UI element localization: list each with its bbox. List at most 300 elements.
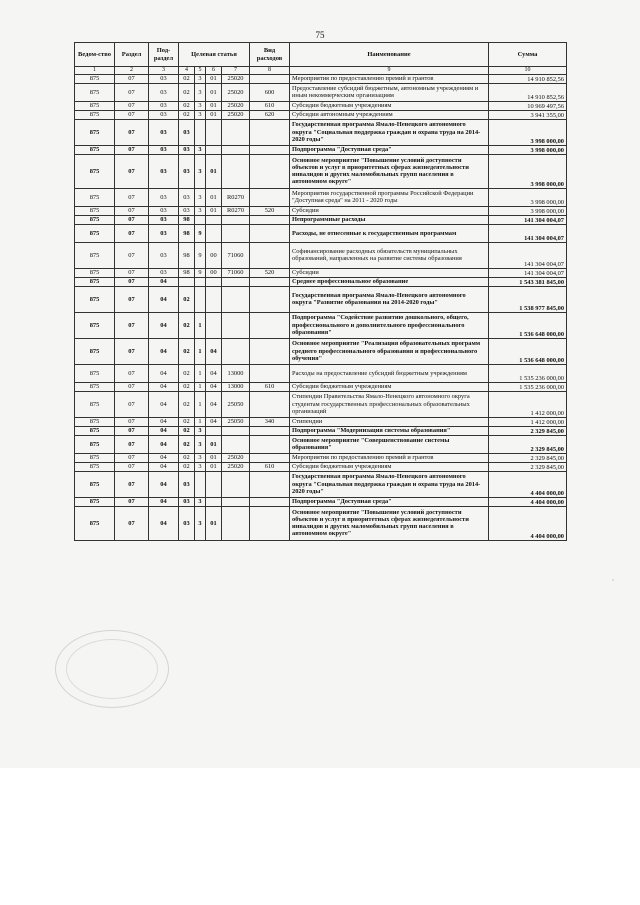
target-code-2-cell: 1 bbox=[195, 364, 206, 382]
item-name-cell: Основное мероприятие "Реализация образовательных программ среднего профессионального образования и профессионального обучения" bbox=[290, 338, 489, 364]
target-code-1-cell bbox=[179, 277, 195, 286]
table-row bbox=[75, 338, 567, 364]
expense-type-cell bbox=[250, 145, 290, 154]
amount-cell: 1 536 648 000,00 bbox=[489, 312, 567, 338]
target-code-1-cell: 02 bbox=[179, 417, 195, 426]
target-code-1-cell: 03 bbox=[179, 506, 195, 540]
expense-type-cell bbox=[250, 74, 290, 83]
target-code-3-cell: 01 bbox=[206, 110, 222, 119]
table-row bbox=[75, 453, 567, 462]
vedomstvo-cell: 875 bbox=[75, 364, 115, 382]
podrazdel-cell: 04 bbox=[149, 506, 179, 540]
target-code-3-cell bbox=[206, 286, 222, 312]
expense-type-cell: 620 bbox=[250, 110, 290, 119]
target-code-4-cell: 25020 bbox=[222, 462, 250, 471]
razdel-cell: 07 bbox=[115, 188, 149, 206]
target-code-2-cell: 3 bbox=[195, 497, 206, 506]
amount-cell: 4 404 000,00 bbox=[489, 471, 567, 497]
item-name-cell: Среднее профессиональное образование bbox=[290, 277, 489, 286]
table-row bbox=[75, 435, 567, 453]
target-code-4-cell: R0270 bbox=[222, 206, 250, 215]
expense-type-cell bbox=[250, 506, 290, 540]
podrazdel-cell: 03 bbox=[149, 145, 179, 154]
razdel-cell: 07 bbox=[115, 462, 149, 471]
podrazdel-cell: 04 bbox=[149, 417, 179, 426]
target-code-1-cell: 02 bbox=[179, 83, 195, 101]
col-header-vid-rashodov: Вид расходов bbox=[250, 43, 290, 67]
item-name-cell: Государственная программа Ямало-Ненецкого автономного округа "Социальная поддержка граждан и охрана труда на 2014-2020 годы" bbox=[290, 471, 489, 497]
podrazdel-cell: 03 bbox=[149, 83, 179, 101]
expense-type-cell: 600 bbox=[250, 83, 290, 101]
target-code-2-cell: 3 bbox=[195, 206, 206, 215]
target-code-4-cell bbox=[222, 426, 250, 435]
target-code-2-cell: 3 bbox=[195, 74, 206, 83]
target-code-3-cell: 01 bbox=[206, 83, 222, 101]
amount-cell: 141 304 004,07 bbox=[489, 215, 567, 224]
item-name-cell: Государственная программа Ямало-Ненецкого автономного округа "Развитие образования на 2014-2020 годы" bbox=[290, 286, 489, 312]
amount-cell: 2 329 845,00 bbox=[489, 453, 567, 462]
item-name-cell: Основное мероприятие "Повышение условий доступности объектов и услуг в приоритетных сферах жизнедеятельности инвалидов и других маломобильных групп населения в автономном округе" bbox=[290, 506, 489, 540]
razdel-cell: 07 bbox=[115, 268, 149, 277]
podrazdel-cell: 04 bbox=[149, 426, 179, 435]
vedomstvo-cell: 875 bbox=[75, 74, 115, 83]
amount-cell: 2 329 845,00 bbox=[489, 435, 567, 453]
target-code-4-cell bbox=[222, 435, 250, 453]
amount-cell: 1 538 977 845,00 bbox=[489, 286, 567, 312]
target-code-2-cell: 3 bbox=[195, 110, 206, 119]
target-code-2-cell bbox=[195, 119, 206, 145]
table-row bbox=[75, 224, 567, 242]
target-code-4-cell: 25020 bbox=[222, 453, 250, 462]
vedomstvo-cell: 875 bbox=[75, 435, 115, 453]
razdel-cell: 07 bbox=[115, 215, 149, 224]
target-code-2-cell: 3 bbox=[195, 101, 206, 110]
target-code-4-cell: 25020 bbox=[222, 83, 250, 101]
target-code-3-cell: 01 bbox=[206, 154, 222, 188]
expense-type-cell bbox=[250, 312, 290, 338]
target-code-4-cell bbox=[222, 497, 250, 506]
podrazdel-cell: 04 bbox=[149, 391, 179, 417]
target-code-4-cell bbox=[222, 154, 250, 188]
razdel-cell: 07 bbox=[115, 453, 149, 462]
podrazdel-cell: 04 bbox=[149, 462, 179, 471]
target-code-3-cell: 00 bbox=[206, 242, 222, 268]
target-code-2-cell: 3 bbox=[195, 426, 206, 435]
item-name-cell: Субсидии бюджетным учреждениям bbox=[290, 382, 489, 391]
target-code-3-cell: 04 bbox=[206, 391, 222, 417]
amount-cell: 3 941 355,00 bbox=[489, 110, 567, 119]
target-code-3-cell: 01 bbox=[206, 206, 222, 215]
vedomstvo-cell: 875 bbox=[75, 145, 115, 154]
expense-type-cell bbox=[250, 286, 290, 312]
target-code-4-cell: 71060 bbox=[222, 268, 250, 277]
target-code-1-cell: 02 bbox=[179, 426, 195, 435]
column-index-cell: 9 bbox=[290, 67, 489, 75]
amount-cell: 10 969 497,56 bbox=[489, 101, 567, 110]
vedomstvo-cell: 875 bbox=[75, 277, 115, 286]
expense-type-cell bbox=[250, 215, 290, 224]
podrazdel-cell: 03 bbox=[149, 74, 179, 83]
table-row bbox=[75, 462, 567, 471]
col-header-naimenovanie: Наименование bbox=[290, 43, 489, 67]
item-name-cell: Субсидии автономным учреждениям bbox=[290, 110, 489, 119]
podrazdel-cell: 03 bbox=[149, 188, 179, 206]
vedomstvo-cell: 875 bbox=[75, 453, 115, 462]
target-code-2-cell: 3 bbox=[195, 435, 206, 453]
target-code-4-cell bbox=[222, 286, 250, 312]
item-name-cell: Подпрограмма "Модернизация системы образования" bbox=[290, 426, 489, 435]
table-row bbox=[75, 391, 567, 417]
expense-type-cell bbox=[250, 426, 290, 435]
expense-type-cell: 340 bbox=[250, 417, 290, 426]
razdel-cell: 07 bbox=[115, 154, 149, 188]
amount-cell: 2 329 845,00 bbox=[489, 426, 567, 435]
expense-type-cell bbox=[250, 224, 290, 242]
item-name-cell: Субсидии бюджетным учреждениям bbox=[290, 101, 489, 110]
podrazdel-cell: 04 bbox=[149, 497, 179, 506]
target-code-1-cell: 02 bbox=[179, 382, 195, 391]
expense-type-cell: 610 bbox=[250, 462, 290, 471]
column-index-cell: 10 bbox=[489, 67, 567, 75]
column-index-cell: 4 bbox=[179, 67, 195, 75]
target-code-4-cell bbox=[222, 215, 250, 224]
target-code-1-cell: 02 bbox=[179, 312, 195, 338]
table-row bbox=[75, 154, 567, 188]
target-code-3-cell: 01 bbox=[206, 506, 222, 540]
table-row bbox=[75, 286, 567, 312]
amount-cell: 2 329 845,00 bbox=[489, 462, 567, 471]
item-name-cell: Подпрограмма "Содействие развитию дошкольного, общего, профессионального и дополнительного профессионального образования" bbox=[290, 312, 489, 338]
item-name-cell: Субсидии бюджетным учреждениям bbox=[290, 462, 489, 471]
razdel-cell: 07 bbox=[115, 74, 149, 83]
vedomstvo-cell: 875 bbox=[75, 101, 115, 110]
target-code-2-cell bbox=[195, 286, 206, 312]
vedomstvo-cell: 875 bbox=[75, 154, 115, 188]
amount-cell: 1 543 381 845,00 bbox=[489, 277, 567, 286]
target-code-2-cell: 1 bbox=[195, 417, 206, 426]
target-code-1-cell: 02 bbox=[179, 462, 195, 471]
amount-cell: 1 536 648 000,00 bbox=[489, 338, 567, 364]
table-row bbox=[75, 74, 567, 83]
vedomstvo-cell: 875 bbox=[75, 110, 115, 119]
target-code-1-cell: 03 bbox=[179, 206, 195, 215]
podrazdel-cell: 03 bbox=[149, 101, 179, 110]
target-code-3-cell: 01 bbox=[206, 188, 222, 206]
vedomstvo-cell: 875 bbox=[75, 312, 115, 338]
amount-cell: 3 998 000,00 bbox=[489, 206, 567, 215]
target-code-4-cell: 13000 bbox=[222, 364, 250, 382]
target-code-1-cell: 03 bbox=[179, 145, 195, 154]
faded-seal bbox=[55, 630, 169, 708]
razdel-cell: 07 bbox=[115, 286, 149, 312]
target-code-2-cell: 1 bbox=[195, 382, 206, 391]
table-row bbox=[75, 471, 567, 497]
target-code-1-cell: 02 bbox=[179, 453, 195, 462]
target-code-1-cell: 02 bbox=[179, 286, 195, 312]
target-code-4-cell bbox=[222, 119, 250, 145]
target-code-1-cell: 98 bbox=[179, 215, 195, 224]
expense-type-cell bbox=[250, 471, 290, 497]
razdel-cell: 07 bbox=[115, 506, 149, 540]
target-code-4-cell: 25050 bbox=[222, 417, 250, 426]
razdel-cell: 07 bbox=[115, 110, 149, 119]
target-code-4-cell: 71060 bbox=[222, 242, 250, 268]
target-code-4-cell: 25020 bbox=[222, 74, 250, 83]
amount-cell: 141 304 004,07 bbox=[489, 224, 567, 242]
target-code-2-cell: 9 bbox=[195, 224, 206, 242]
table-row bbox=[75, 382, 567, 391]
razdel-cell: 07 bbox=[115, 206, 149, 215]
target-code-4-cell bbox=[222, 312, 250, 338]
page-number: 75 bbox=[315, 30, 325, 40]
table-row bbox=[75, 101, 567, 110]
item-name-cell: Мероприятия по предоставлению премий и грантов bbox=[290, 74, 489, 83]
expense-type-cell: 520 bbox=[250, 268, 290, 277]
item-name-cell: Мероприятия по предоставлению премий и грантов bbox=[290, 453, 489, 462]
razdel-cell: 07 bbox=[115, 101, 149, 110]
vedomstvo-cell: 875 bbox=[75, 338, 115, 364]
target-code-3-cell bbox=[206, 471, 222, 497]
table-row bbox=[75, 497, 567, 506]
target-code-3-cell: 04 bbox=[206, 382, 222, 391]
target-code-2-cell: 3 bbox=[195, 83, 206, 101]
vedomstvo-cell: 875 bbox=[75, 206, 115, 215]
target-code-1-cell: 02 bbox=[179, 338, 195, 364]
podrazdel-cell: 04 bbox=[149, 286, 179, 312]
table-row bbox=[75, 188, 567, 206]
target-code-4-cell: R0270 bbox=[222, 188, 250, 206]
table-body bbox=[75, 74, 567, 540]
col-header-razdel: Раздел bbox=[115, 43, 149, 67]
vedomstvo-cell: 875 bbox=[75, 497, 115, 506]
podrazdel-cell: 04 bbox=[149, 471, 179, 497]
podrazdel-cell: 03 bbox=[149, 110, 179, 119]
target-code-3-cell bbox=[206, 277, 222, 286]
target-code-4-cell bbox=[222, 145, 250, 154]
podrazdel-cell: 03 bbox=[149, 242, 179, 268]
vedomstvo-cell: 875 bbox=[75, 188, 115, 206]
col-header-vedomstvo: Ведом-ство bbox=[75, 43, 115, 67]
item-name-cell: Мероприятия государственной программы Российской Федерации "Доступная среда" на 2011 - 2020 годы bbox=[290, 188, 489, 206]
item-name-cell: Софинансирование расходных обязательств муниципальных образований, направленных на развитие системы образования bbox=[290, 242, 489, 268]
vedomstvo-cell: 875 bbox=[75, 119, 115, 145]
expense-type-cell bbox=[250, 497, 290, 506]
podrazdel-cell: 04 bbox=[149, 382, 179, 391]
razdel-cell: 07 bbox=[115, 312, 149, 338]
razdel-cell: 07 bbox=[115, 145, 149, 154]
item-name-cell: Субсидии bbox=[290, 206, 489, 215]
item-name-cell: Расходы, не отнесенные к государственным программам bbox=[290, 224, 489, 242]
razdel-cell: 07 bbox=[115, 417, 149, 426]
target-code-1-cell: 02 bbox=[179, 435, 195, 453]
column-index-cell: 2 bbox=[115, 67, 149, 75]
target-code-4-cell bbox=[222, 224, 250, 242]
podrazdel-cell: 04 bbox=[149, 312, 179, 338]
item-name-cell: Предоставление субсидий бюджетным, автономным учреждениям и иным некоммерческим организациям bbox=[290, 83, 489, 101]
expense-type-cell bbox=[250, 364, 290, 382]
target-code-1-cell: 98 bbox=[179, 242, 195, 268]
target-code-3-cell: 04 bbox=[206, 338, 222, 364]
podrazdel-cell: 03 bbox=[149, 119, 179, 145]
vedomstvo-cell: 875 bbox=[75, 471, 115, 497]
podrazdel-cell: 04 bbox=[149, 453, 179, 462]
target-code-3-cell bbox=[206, 497, 222, 506]
table-row bbox=[75, 119, 567, 145]
target-code-1-cell: 03 bbox=[179, 471, 195, 497]
expense-type-cell bbox=[250, 338, 290, 364]
table-row bbox=[75, 206, 567, 215]
expense-type-cell bbox=[250, 391, 290, 417]
column-index-cell: 3 bbox=[149, 67, 179, 75]
table-row bbox=[75, 268, 567, 277]
expense-type-cell bbox=[250, 154, 290, 188]
target-code-3-cell: 01 bbox=[206, 462, 222, 471]
table-row bbox=[75, 417, 567, 426]
podrazdel-cell: 03 bbox=[149, 206, 179, 215]
razdel-cell: 07 bbox=[115, 224, 149, 242]
column-index-cell: 6 bbox=[206, 67, 222, 75]
target-code-2-cell: 3 bbox=[195, 453, 206, 462]
expense-type-cell: 610 bbox=[250, 382, 290, 391]
target-code-3-cell bbox=[206, 119, 222, 145]
vedomstvo-cell: 875 bbox=[75, 417, 115, 426]
item-name-cell: Стипендии Правительства Ямало-Ненецкого автономного округа студентам государственных профессиональных образовательных организаций bbox=[290, 391, 489, 417]
target-code-4-cell: 13000 bbox=[222, 382, 250, 391]
expense-type-cell bbox=[250, 277, 290, 286]
razdel-cell: 07 bbox=[115, 83, 149, 101]
podrazdel-cell: 04 bbox=[149, 277, 179, 286]
vedomstvo-cell: 875 bbox=[75, 382, 115, 391]
table-row bbox=[75, 215, 567, 224]
target-code-2-cell: 3 bbox=[195, 145, 206, 154]
vedomstvo-cell: 875 bbox=[75, 268, 115, 277]
razdel-cell: 07 bbox=[115, 242, 149, 268]
table-row bbox=[75, 110, 567, 119]
expense-type-cell bbox=[250, 453, 290, 462]
razdel-cell: 07 bbox=[115, 382, 149, 391]
razdel-cell: 07 bbox=[115, 277, 149, 286]
col-header-podrazdel: Под-раздел bbox=[149, 43, 179, 67]
vedomstvo-cell: 875 bbox=[75, 391, 115, 417]
table-row bbox=[75, 83, 567, 101]
amount-cell: 1 412 000,00 bbox=[489, 391, 567, 417]
target-code-1-cell: 03 bbox=[179, 188, 195, 206]
razdel-cell: 07 bbox=[115, 338, 149, 364]
target-code-3-cell: 00 bbox=[206, 268, 222, 277]
razdel-cell: 07 bbox=[115, 471, 149, 497]
table-row bbox=[75, 364, 567, 382]
target-code-2-cell: 9 bbox=[195, 268, 206, 277]
table-row bbox=[75, 242, 567, 268]
target-code-2-cell: 3 bbox=[195, 188, 206, 206]
target-code-3-cell bbox=[206, 312, 222, 338]
table-row bbox=[75, 145, 567, 154]
item-name-cell: Основное мероприятие "Совершенствование системы образования" bbox=[290, 435, 489, 453]
column-index-cell: 8 bbox=[250, 67, 290, 75]
vedomstvo-cell: 875 bbox=[75, 462, 115, 471]
target-code-2-cell: 3 bbox=[195, 462, 206, 471]
amount-cell: 1 412 000,00 bbox=[489, 417, 567, 426]
target-code-1-cell: 02 bbox=[179, 364, 195, 382]
podrazdel-cell: 03 bbox=[149, 215, 179, 224]
target-code-2-cell bbox=[195, 277, 206, 286]
vedomstvo-cell: 875 bbox=[75, 242, 115, 268]
target-code-1-cell: 03 bbox=[179, 497, 195, 506]
vedomstvo-cell: 875 bbox=[75, 286, 115, 312]
target-code-3-cell: 01 bbox=[206, 453, 222, 462]
item-name-cell: Стипендии bbox=[290, 417, 489, 426]
target-code-3-cell: 01 bbox=[206, 101, 222, 110]
target-code-4-cell bbox=[222, 506, 250, 540]
column-index-cell: 7 bbox=[222, 67, 250, 75]
column-index-row bbox=[75, 67, 567, 75]
table-row bbox=[75, 426, 567, 435]
budget-table bbox=[74, 42, 567, 541]
target-code-3-cell: 04 bbox=[206, 364, 222, 382]
target-code-4-cell: 25050 bbox=[222, 391, 250, 417]
item-name-cell: Субсидии bbox=[290, 268, 489, 277]
vedomstvo-cell: 875 bbox=[75, 426, 115, 435]
podrazdel-cell: 03 bbox=[149, 154, 179, 188]
amount-cell: 1 535 236 000,00 bbox=[489, 364, 567, 382]
item-name-cell: Непрограммные расходы bbox=[290, 215, 489, 224]
target-code-1-cell: 02 bbox=[179, 101, 195, 110]
target-code-4-cell bbox=[222, 277, 250, 286]
target-code-1-cell: 02 bbox=[179, 391, 195, 417]
target-code-3-cell bbox=[206, 215, 222, 224]
table-row bbox=[75, 312, 567, 338]
expense-type-cell bbox=[250, 119, 290, 145]
target-code-2-cell: 1 bbox=[195, 391, 206, 417]
expense-type-cell bbox=[250, 435, 290, 453]
target-code-3-cell bbox=[206, 426, 222, 435]
vedomstvo-cell: 875 bbox=[75, 224, 115, 242]
target-code-3-cell: 01 bbox=[206, 435, 222, 453]
target-code-2-cell bbox=[195, 215, 206, 224]
amount-cell: 3 998 000,00 bbox=[489, 188, 567, 206]
table-row bbox=[75, 277, 567, 286]
col-header-celevaya-statya: Целевая статья bbox=[179, 43, 250, 67]
expense-type-cell: 610 bbox=[250, 101, 290, 110]
podrazdel-cell: 04 bbox=[149, 338, 179, 364]
podrazdel-cell: 04 bbox=[149, 435, 179, 453]
amount-cell: 14 910 852,56 bbox=[489, 83, 567, 101]
item-name-cell: Государственная программа Ямало-Ненецкого автономного округа "Социальная поддержка граждан и охрана труда на 2014-2020 годы" bbox=[290, 119, 489, 145]
target-code-3-cell: 01 bbox=[206, 74, 222, 83]
target-code-2-cell bbox=[195, 471, 206, 497]
table-row bbox=[75, 506, 567, 540]
expense-type-cell: 520 bbox=[250, 206, 290, 215]
vedomstvo-cell: 875 bbox=[75, 215, 115, 224]
target-code-1-cell: 02 bbox=[179, 74, 195, 83]
target-code-1-cell: 98 bbox=[179, 224, 195, 242]
item-name-cell: Подпрограмма "Доступная среда" bbox=[290, 145, 489, 154]
podrazdel-cell: 03 bbox=[149, 224, 179, 242]
amount-cell: 141 304 004,07 bbox=[489, 242, 567, 268]
razdel-cell: 07 bbox=[115, 497, 149, 506]
amount-cell: 4 404 000,00 bbox=[489, 506, 567, 540]
expense-type-cell bbox=[250, 188, 290, 206]
target-code-1-cell: 02 bbox=[179, 110, 195, 119]
amount-cell: 1 535 236 000,00 bbox=[489, 382, 567, 391]
target-code-2-cell: 3 bbox=[195, 506, 206, 540]
target-code-4-cell: 25020 bbox=[222, 101, 250, 110]
podrazdel-cell: 04 bbox=[149, 364, 179, 382]
amount-cell: 3 998 000,00 bbox=[489, 119, 567, 145]
target-code-4-cell bbox=[222, 338, 250, 364]
target-code-1-cell: 03 bbox=[179, 119, 195, 145]
razdel-cell: 07 bbox=[115, 435, 149, 453]
